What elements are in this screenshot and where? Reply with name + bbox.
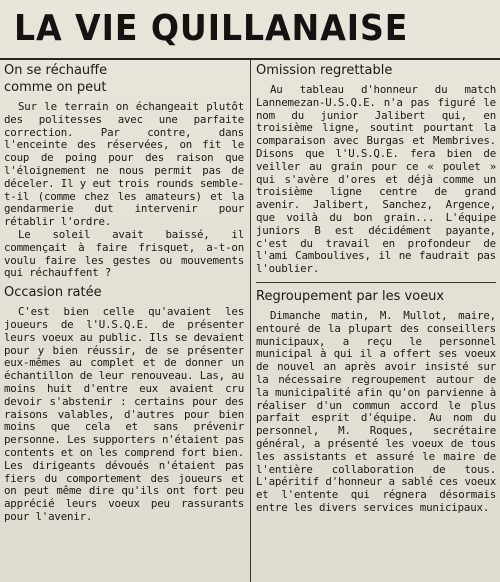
right-column (256, 62, 496, 515)
article-paragraph: Le soleil avait baissé, il commençait à faire frisquet, a-t-on voulu faire les gestes ou mouvements qui réchauffent ? (4, 227, 244, 280)
masthead (0, 0, 500, 58)
article-heading: On se réchauffe (4, 63, 108, 78)
article-paragraph: Au tableau d'honneur du match Lannemezan-U.S.Q.E. n'a pas figuré le nom du junior Jalibert qui, en troisième ligne, soutint pourtant la comparaison avec Burgas et Membrives. Disons que l'U.S.Q.E. fera bien de veiller au grain pour ce « poulet » qui s'avère d'ores et déjà comme un troisième ligne centre de grand avenir. Jalibert, Sanchez, Argence, que voilà du bon grain... L'équipe juniors B est décidément payante, c'est du travail en profondeur de l'ami Camboulives, il ne faudrait pas l'oublier. (256, 83, 496, 276)
column-divider (250, 60, 251, 582)
article-rechauffe (4, 62, 244, 280)
left-column (4, 62, 244, 524)
article-paragraph: Sur le terrain on échangeait plutôt des politesses avec une parfaite correction. Par contre, dans l'enceinte des réservées, on fit le coup de poing pour des raison que l'éloignement ne nous permit pas de déceler. Il y eut trois rounds semble-t-il (comme chez les amateurs) et la gendarmerie dut intervenir pour rétablir l'ordre. (4, 100, 244, 229)
article-heading-line-2: comme on peut (4, 80, 107, 95)
article-regroupement (256, 288, 496, 515)
article-omission (256, 62, 496, 276)
article-occasion-ratee (4, 284, 244, 524)
article-heading: Occasion ratée (4, 285, 102, 301)
masthead-title: LA VIE QUILLANAISE (14, 8, 409, 49)
article-heading: Omission regrettable (256, 63, 393, 78)
article-paragraph: Dimanche matin, M. Mullot, maire, entouré de la plupart des conseillers municipaux, a reçu le personnel municipal à qui il a offert ses voeux de nouvel an après avoir insisté sur la nécessaire regroupement autour de la municipalité afin qu'on parvienne à réaliser d'un commun accord le plus parfait esprit d'équipe. Au nom du personnel, M. Roques, secrétaire général, a présenté les voeux de tous les assistants et assuré le maire de l'entière collaboration de tous. L'apéritif d'honneur a sablé ces voeux et l'entente qui régnera désormais entre les divers services municipaux. (256, 308, 496, 514)
section-rule (256, 282, 496, 283)
article-paragraph: C'est bien celle qu'avaient les joueurs de l'U.S.Q.E. de présenter leurs voeux au public. Ils se devaient pour y bien réussir, de se présenter eux-mêmes au complet et de donner un échantillon de leur renouveau. Las, au moins huit d'entre eux avaient cru devoir s'abstenir : certains pour des raisons valables, d'autres pour bien moins que cela et sans prévenir personne. Les supporters n'étaient pas contents et on les comprend fort bien. Les dirigeants dévoués n'étaient pas fiers du comportement des joueurs et on peut même dire qu'ils ont fort peu apprécié leurs voeux peu rassurants pour l'avenir. (4, 305, 244, 523)
article-heading: Regroupement par les voeux (256, 288, 445, 304)
